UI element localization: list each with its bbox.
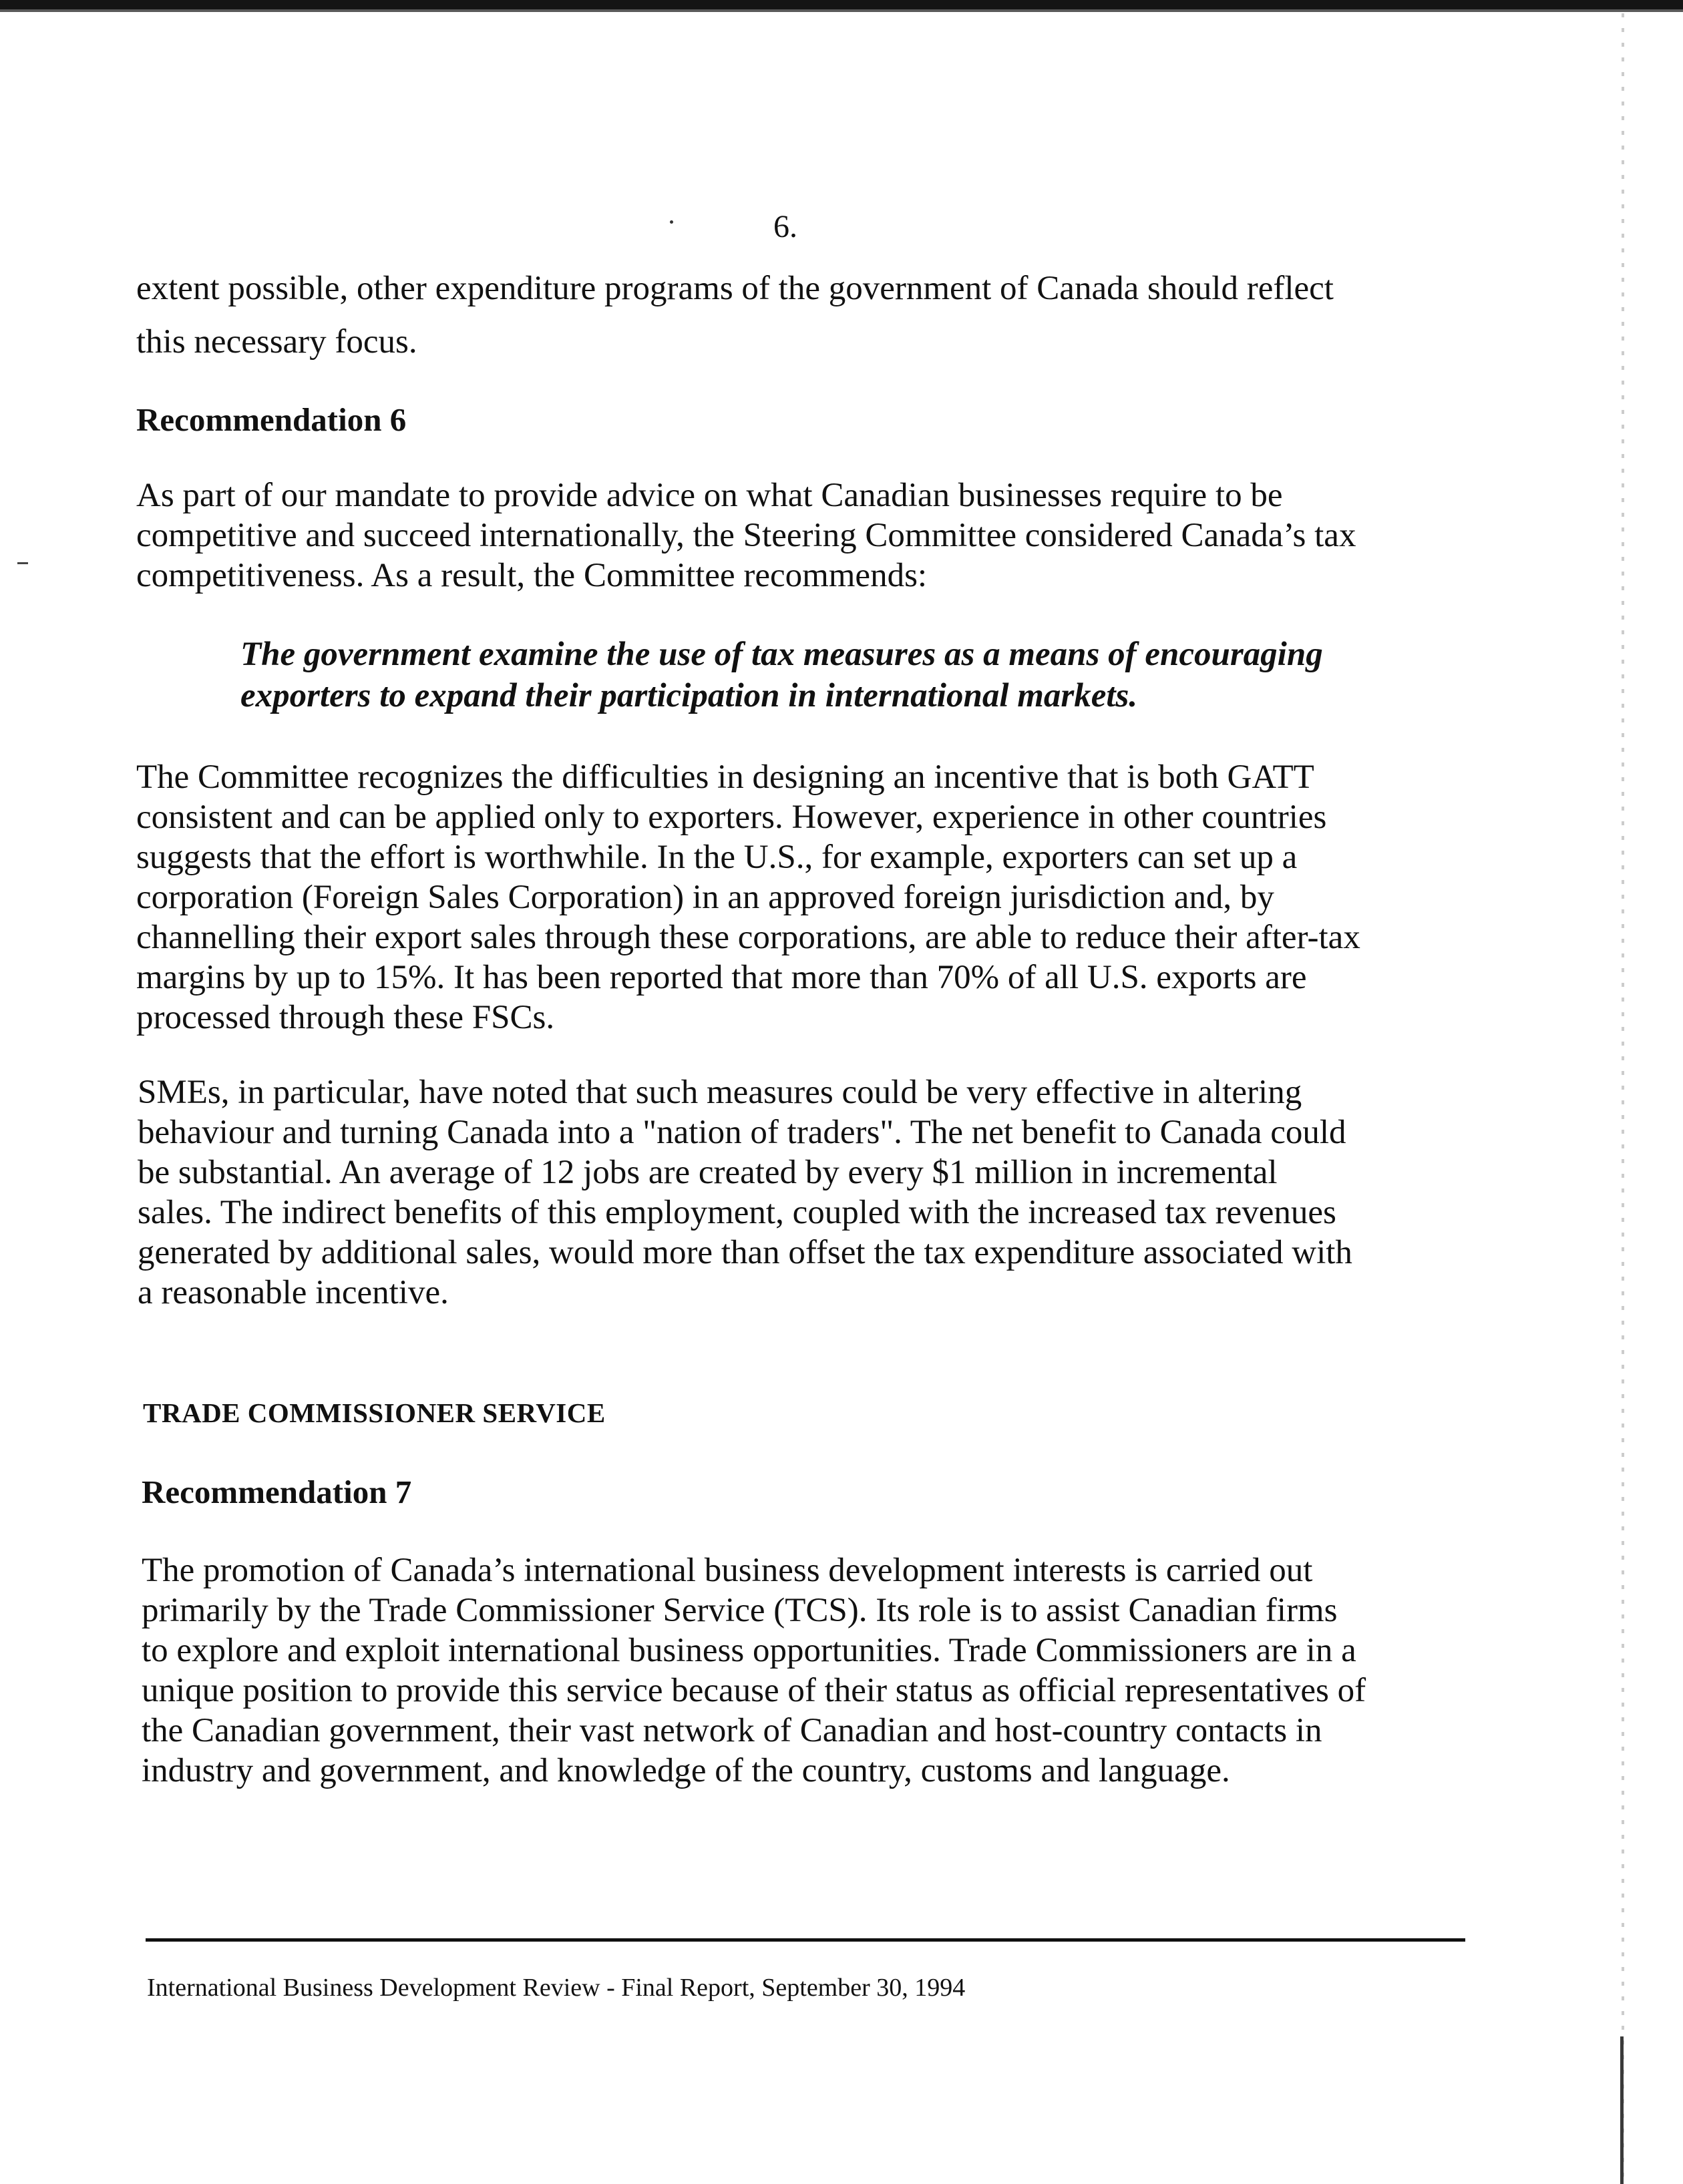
rec7-para-line-2: primarily by the Trade Commissioner Service (TCS). Its role is to assist Canadian firms [142, 1592, 1338, 1629]
intro-line-2: this necessary focus. [136, 323, 417, 361]
rec6-para3-line-6: a reasonable incentive. [138, 1274, 449, 1311]
rec7-para-line-4: unique position to provide this service because of their status as official representatives of [142, 1672, 1366, 1709]
rec7-para-line-5: the Canadian government, their vast network of Canadian and host-country contacts in [142, 1712, 1322, 1749]
rec7-para-line-1: The promotion of Canada’s international business development interests is carried out [142, 1552, 1313, 1589]
rec6-para2-line-6: margins by up to 15%. It has been reported that more than 70% of all U.S. exports are [136, 959, 1307, 996]
page-number: 6. [773, 209, 797, 244]
section-title-trade-commissioner: TRADE COMMISSIONER SERVICE [143, 1397, 606, 1428]
recommendation-7-heading: Recommendation 7 [142, 1474, 412, 1510]
rec6-para2-line-2: consistent and can be applied only to exporters. However, experience in other countries [136, 799, 1327, 836]
rec6-para3-line-4: sales. The indirect benefits of this employment, coupled with the increased tax revenues [138, 1194, 1336, 1231]
scan-top-border-shadow [0, 9, 1683, 12]
rec6-para2-line-3: suggests that the effort is worthwhile. In the U.S., for example, exporters can set up a [136, 839, 1298, 876]
rec6-para3-line-2: behaviour and turning Canada into a "nation of traders". The net benefit to Canada could [138, 1114, 1346, 1151]
scan-right-edge-dark [1620, 2036, 1624, 2184]
rec6-para1-line-1: As part of our mandate to provide advice on what Canadian businesses require to be [136, 477, 1283, 514]
rec7-para-line-6: industry and government, and knowledge of the country, customs and language. [142, 1752, 1230, 1789]
rec6-recommendation-line-1: The government examine the use of tax measures as a means of encouraging [240, 636, 1323, 673]
rec6-para1-line-2: competitive and succeed internationally, the Steering Committee considered Canada’s tax [136, 517, 1356, 554]
rec6-para2-line-7: processed through these FSCs. [136, 999, 555, 1036]
rec6-para1-line-3: competitiveness. As a result, the Committee recommends: [136, 557, 928, 594]
scan-margin-mark [17, 562, 28, 564]
rec6-para2-line-5: channelling their export sales through these corporations, are able to reduce their after-tax [136, 919, 1360, 956]
rec6-recommendation-line-2: exporters to expand their participation in international markets. [240, 677, 1138, 714]
footer-text: International Business Development Review - Final Report, September 30, 1994 [147, 1974, 966, 2002]
footer-divider [146, 1938, 1465, 1942]
intro-line-1: extent possible, other expenditure programs of the government of Canada should reflect [136, 270, 1334, 307]
rec7-para-line-3: to explore and exploit international business opportunities. Trade Commissioners are in a [142, 1632, 1356, 1669]
rec6-para3-line-1: SMEs, in particular, have noted that such measures could be very effective in altering [138, 1074, 1302, 1111]
rec6-para3-line-5: generated by additional sales, would more than offset the tax expenditure associated with [138, 1234, 1352, 1271]
recommendation-6-heading: Recommendation 6 [136, 401, 407, 438]
rec6-para2-line-4: corporation (Foreign Sales Corporation) in an approved foreign jurisdiction and, by [136, 879, 1274, 916]
scan-speck [670, 220, 673, 224]
scan-top-border [0, 0, 1683, 9]
rec6-para2-line-1: The Committee recognizes the difficulties in designing an incentive that is both GATT [136, 758, 1314, 796]
rec6-para3-line-3: be substantial. An average of 12 jobs are created by every $1 million in incremental [138, 1154, 1278, 1191]
scan-right-edge [1622, 13, 1624, 2184]
